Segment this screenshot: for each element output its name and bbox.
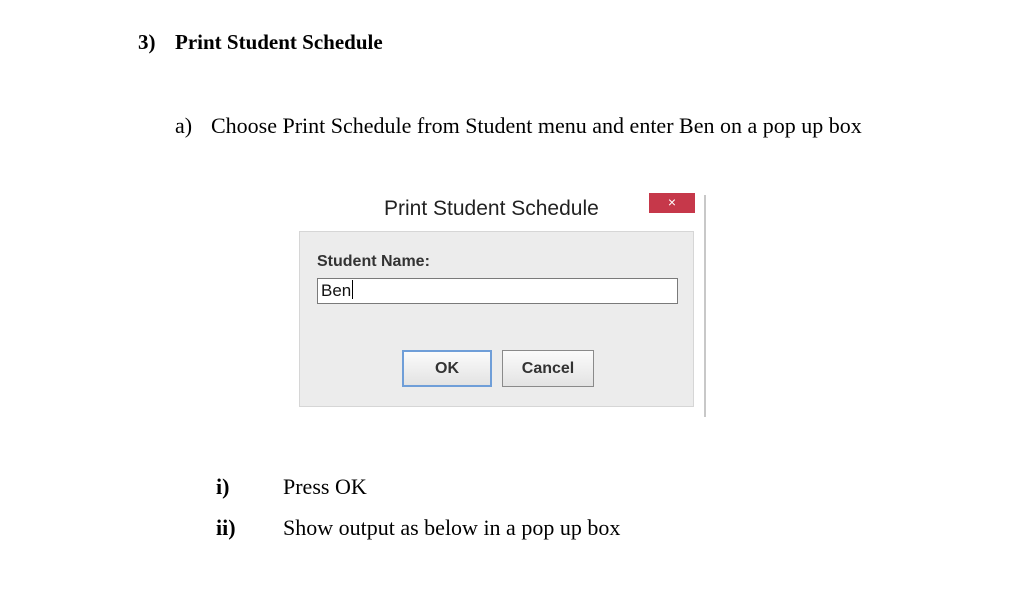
ok-button[interactable]: OK xyxy=(402,350,492,387)
sub-item-ii xyxy=(216,515,620,541)
student-name-value: Ben xyxy=(321,281,352,300)
dialog-content-panel xyxy=(299,231,694,407)
cancel-button[interactable]: Cancel xyxy=(502,350,594,387)
student-name-input[interactable] xyxy=(317,278,678,304)
close-icon: × xyxy=(667,194,677,210)
close-button[interactable] xyxy=(649,193,695,213)
section-heading xyxy=(138,30,383,55)
dialog-border xyxy=(704,195,706,417)
sub-item-text: Press OK xyxy=(283,474,367,499)
sub-item-label: ii) xyxy=(216,515,236,540)
text-caret xyxy=(352,280,353,299)
print-schedule-dialog xyxy=(290,193,706,415)
sub-item-i xyxy=(216,474,367,500)
step-a xyxy=(175,113,862,139)
sub-item-label: i) xyxy=(216,474,230,499)
section-number: 3) xyxy=(138,30,156,54)
sub-item-text: Show output as below in a pop up box xyxy=(283,515,621,540)
dialog-title: Print Student Schedule xyxy=(384,197,599,220)
step-a-label: a) xyxy=(175,113,193,138)
section-title: Print Student Schedule xyxy=(175,30,383,54)
step-a-text: Choose Print Schedule from Student menu and enter Ben on a pop up box xyxy=(211,113,862,138)
student-name-label: Student Name: xyxy=(317,253,430,270)
